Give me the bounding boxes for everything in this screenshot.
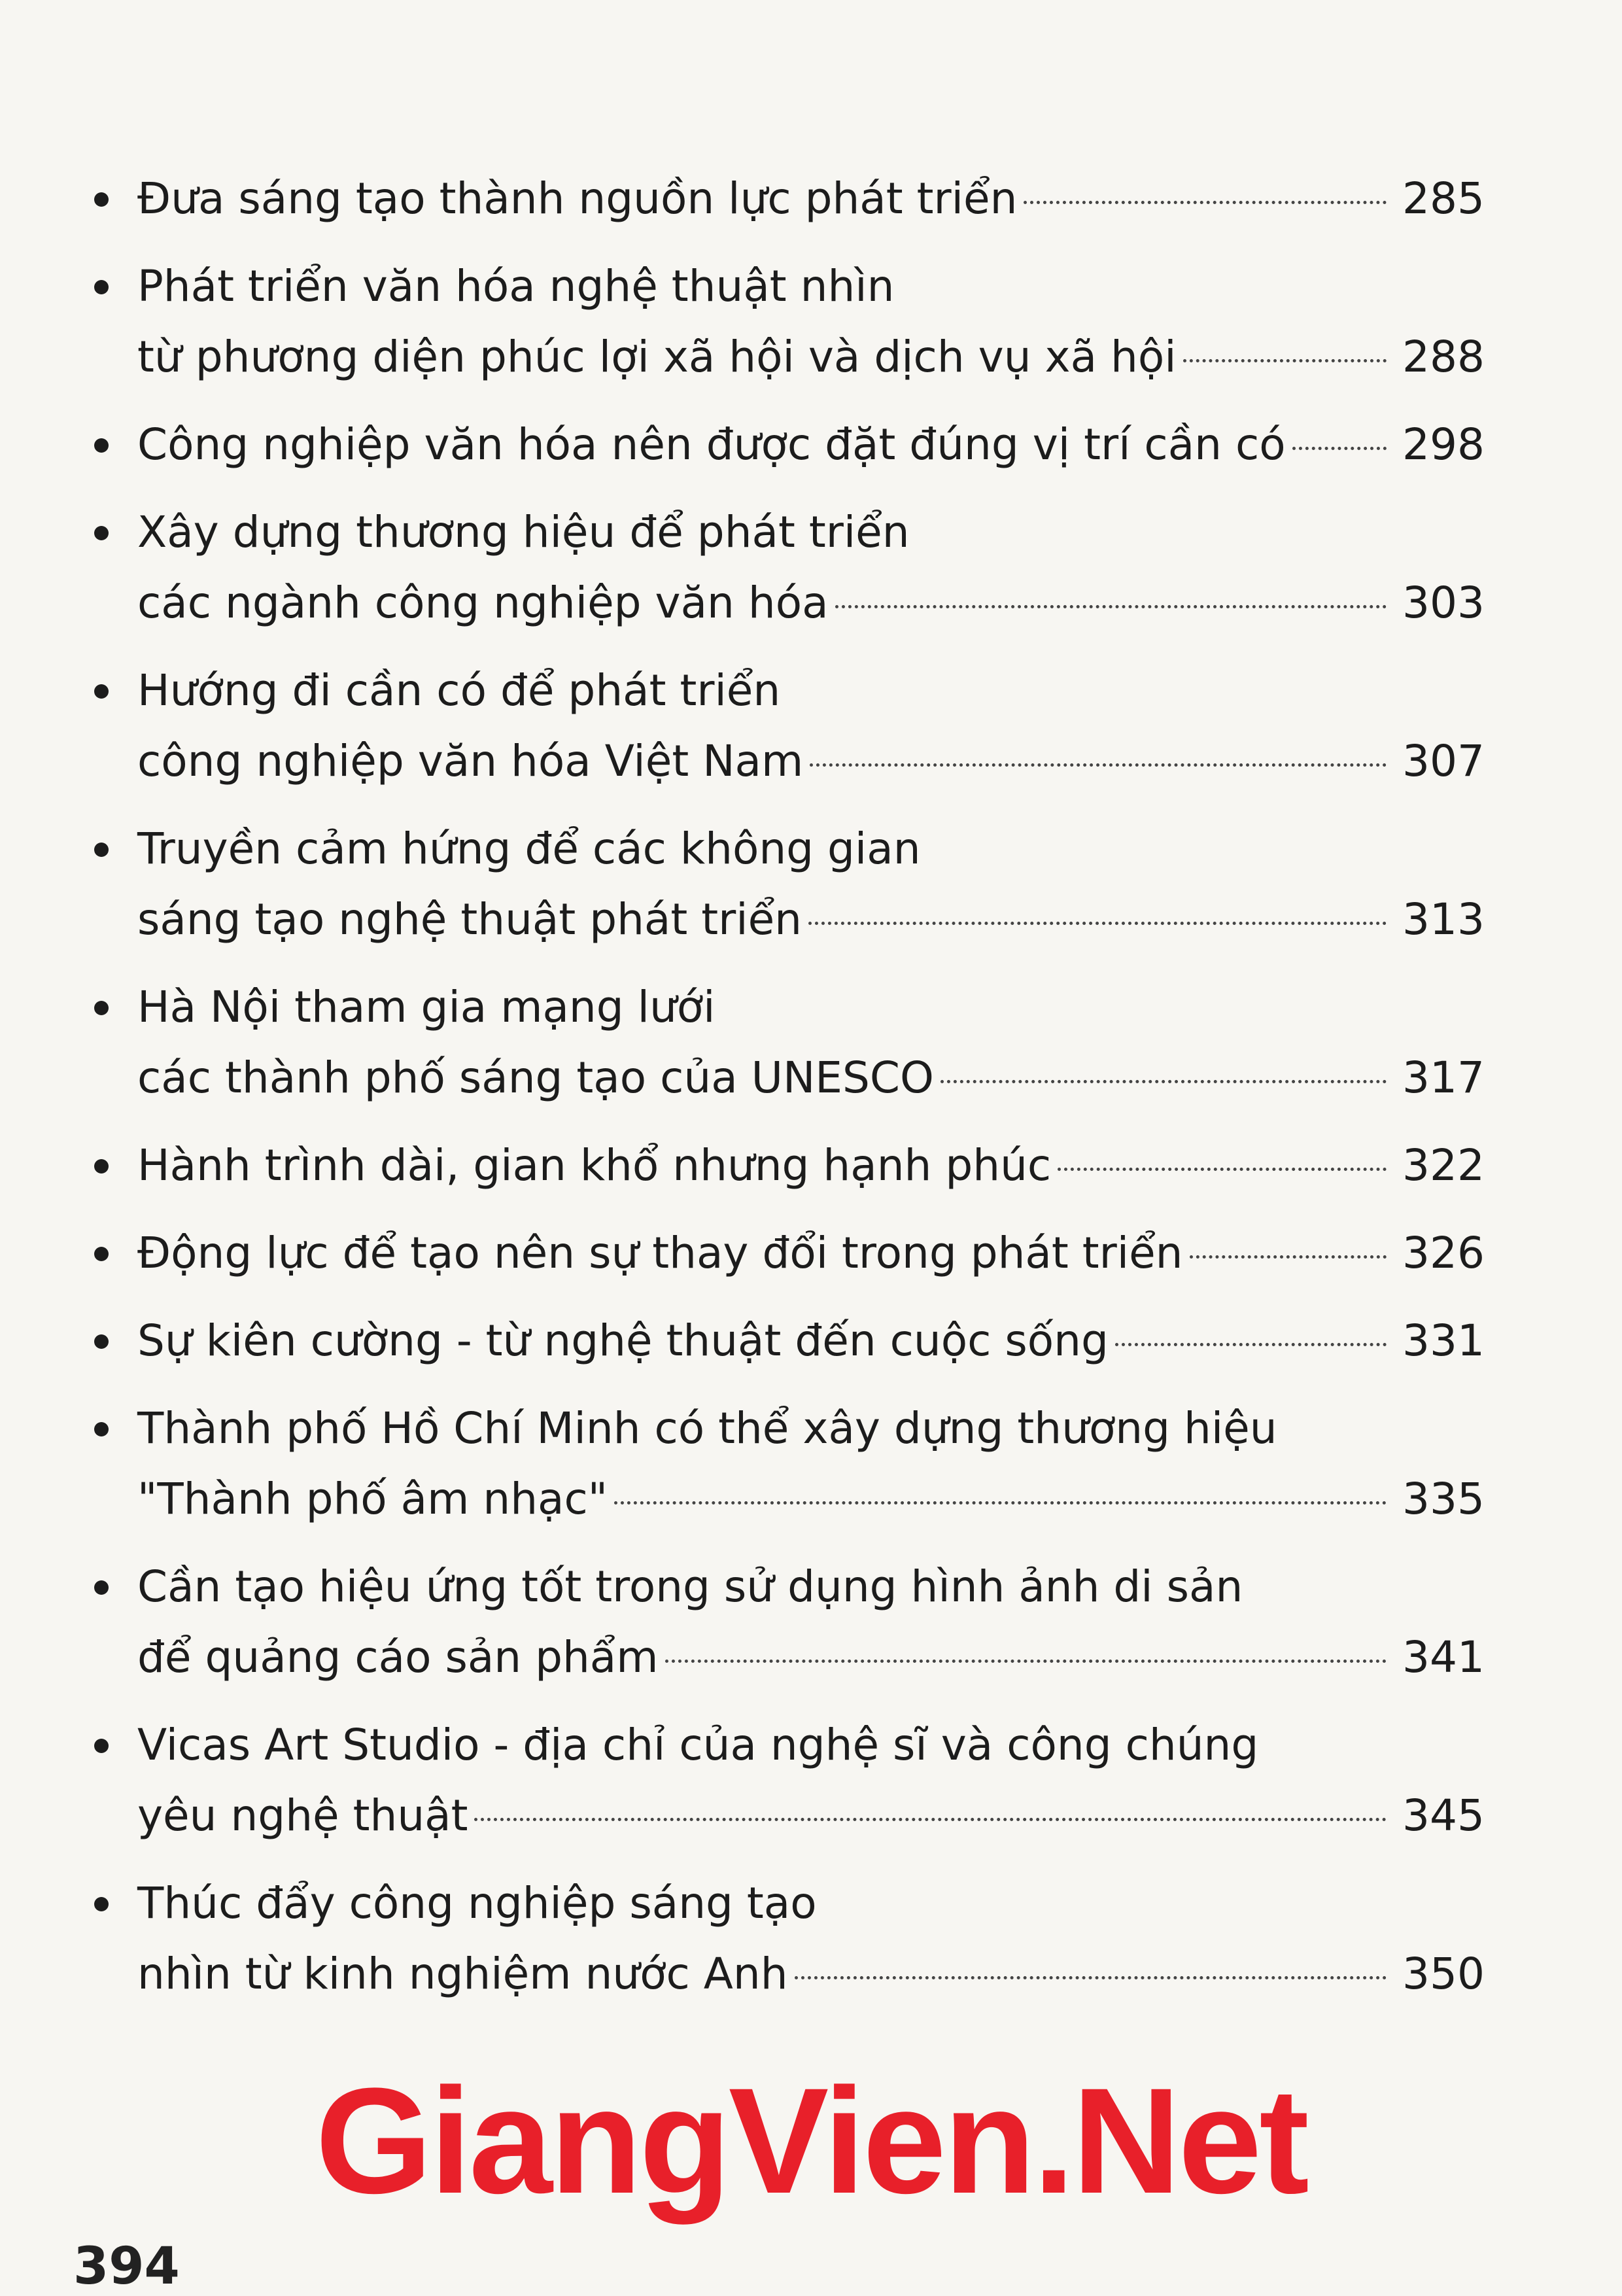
bullet-icon: [94, 1247, 109, 1261]
bullet-icon: [94, 526, 109, 540]
toc-entry-final-line: [137, 1043, 1485, 1113]
toc-entry-title: "Thành phố âm nhạc": [137, 1474, 608, 1524]
toc-entry-line: [137, 1552, 1485, 1622]
page-number: 394: [73, 2237, 180, 2296]
toc-entry: [85, 1868, 1485, 2009]
toc-entry-title: Hành trình dài, gian khổ nhưng hạnh phúc: [137, 1140, 1052, 1191]
toc-entry-line: [137, 251, 1485, 322]
toc-entry-page: 322: [1402, 1140, 1485, 1191]
toc-entry: [85, 655, 1485, 797]
dot-leader: [940, 1080, 1387, 1083]
dot-leader: [808, 922, 1387, 925]
toc-entry-title: Hà Nội tham gia mạng lưới: [137, 982, 716, 1032]
watermark: GiangVien.Net: [315, 2057, 1307, 2225]
bullet-icon: [94, 438, 109, 453]
toc-entry-final-line: [137, 1306, 1485, 1376]
toc-entry-page: 313: [1402, 894, 1485, 945]
toc-entry-page: 335: [1402, 1474, 1485, 1524]
toc-entry: [85, 1218, 1485, 1289]
dot-leader: [1115, 1343, 1387, 1346]
toc-entry-line: [137, 1393, 1485, 1464]
bullet-icon: [94, 843, 109, 857]
toc-entry-title: Sự kiên cường - từ nghệ thuật đến cuộc sống: [137, 1315, 1109, 1366]
toc-entry-final-line: [137, 1622, 1485, 1693]
toc-entry: [85, 814, 1485, 955]
toc-entry-title: Phát triển văn hóa nghệ thuật nhìn: [137, 261, 895, 311]
toc-entry-line: [137, 1868, 1485, 1939]
toc-entry-title: các ngành công nghiệp văn hóa: [137, 578, 829, 628]
dot-leader: [474, 1818, 1387, 1821]
toc-entry-page: 288: [1402, 332, 1485, 382]
toc-entry-page: 285: [1402, 173, 1485, 224]
toc-entry-title: các thành phố sáng tạo của UNESCO: [137, 1052, 934, 1103]
toc-entry: [85, 1552, 1485, 1693]
toc-entry-title: Động lực để tạo nên sự thay đổi trong phát triển: [137, 1228, 1183, 1278]
toc-entry-title: Cần tạo hiệu ứng tốt trong sử dụng hình ảnh di sản: [137, 1561, 1243, 1612]
toc-entry-final-line: [137, 164, 1485, 234]
toc-entry-title: Đưa sáng tạo thành nguồn lực phát triển: [137, 173, 1018, 224]
bullet-icon: [94, 1580, 109, 1595]
bullet-icon: [94, 280, 109, 294]
dot-leader: [835, 605, 1387, 608]
toc-entry-title: Vicas Art Studio - địa chỉ của nghệ sĩ và công chúng: [137, 1720, 1259, 1770]
toc-entry-page: 317: [1402, 1052, 1485, 1103]
toc-entry: [85, 164, 1485, 234]
toc-entry: [85, 1393, 1485, 1535]
toc-entry-final-line: [137, 1939, 1485, 2009]
toc-entry-page: 341: [1402, 1632, 1485, 1682]
toc-entry-line: [137, 814, 1485, 884]
toc-entry-title: Công nghiệp văn hóa nên được đặt đúng vị trí cần có: [137, 419, 1286, 470]
dot-leader: [1183, 359, 1387, 362]
toc-entry-page: 326: [1402, 1228, 1485, 1278]
toc-entry-title: công nghiệp văn hóa Việt Nam: [137, 736, 804, 786]
dot-leader: [614, 1501, 1387, 1505]
toc-entry: [85, 972, 1485, 1113]
dot-leader: [665, 1660, 1387, 1663]
toc-entry-title: nhìn từ kinh nghiệm nước Anh: [137, 1949, 788, 1999]
toc-entry-final-line: [137, 409, 1485, 480]
toc-entry: [85, 409, 1485, 480]
toc-entry-final-line: [137, 1464, 1485, 1535]
toc-entry-final-line: [137, 1781, 1485, 1851]
bullet-icon: [94, 1739, 109, 1753]
toc-entry-final-line: [137, 322, 1485, 392]
toc-entry-line: [137, 497, 1485, 568]
dot-leader: [1190, 1255, 1387, 1259]
toc-entry-title: để quảng cáo sản phẩm: [137, 1632, 659, 1682]
toc-entry-title: từ phương diện phúc lợi xã hội và dịch vụ xã hội: [137, 332, 1177, 382]
toc-entry: [85, 497, 1485, 638]
dot-leader: [810, 763, 1387, 767]
dot-leader: [1024, 201, 1387, 204]
toc-entry-title: Xây dựng thương hiệu để phát triển: [137, 507, 910, 557]
toc-entry-final-line: [137, 1218, 1485, 1289]
dot-leader: [1058, 1168, 1387, 1171]
bullet-icon: [94, 192, 109, 207]
toc-entry-final-line: [137, 726, 1485, 797]
toc-entry-title: yêu nghệ thuật: [137, 1790, 468, 1841]
toc-entry-line: [137, 655, 1485, 726]
toc-entry-title: Truyền cảm hứng để các không gian: [137, 824, 921, 874]
bullet-icon: [94, 1001, 109, 1015]
table-of-contents: [85, 164, 1485, 2026]
toc-entry-final-line: [137, 1130, 1485, 1201]
toc-entry-page: 298: [1402, 419, 1485, 470]
toc-entry-page: 307: [1402, 736, 1485, 786]
toc-entry-line: [137, 972, 1485, 1043]
toc-entry: [85, 1130, 1485, 1201]
toc-entry-title: Thành phố Hồ Chí Minh có thể xây dựng thương hiệu: [137, 1403, 1277, 1453]
toc-entry: [85, 1306, 1485, 1376]
bullet-icon: [94, 1159, 109, 1174]
bullet-icon: [94, 1897, 109, 1911]
toc-entry-final-line: [137, 568, 1485, 638]
toc-entry-title: Thúc đẩy công nghiệp sáng tạo: [137, 1878, 817, 1928]
dot-leader: [1292, 447, 1387, 450]
bullet-icon: [94, 1334, 109, 1349]
toc-entry-title: sáng tạo nghệ thuật phát triển: [137, 894, 802, 945]
dot-leader: [795, 1976, 1387, 1979]
bullet-icon: [94, 684, 109, 699]
toc-entry-line: [137, 1710, 1485, 1781]
toc-entry-page: 331: [1402, 1315, 1485, 1366]
toc-entry-title: Hướng đi cần có để phát triển: [137, 665, 781, 716]
toc-entry-page: 345: [1402, 1790, 1485, 1841]
toc-entry: [85, 251, 1485, 392]
toc-entry-page: 350: [1402, 1949, 1485, 1999]
bullet-icon: [94, 1422, 109, 1436]
toc-entry-final-line: [137, 884, 1485, 955]
toc-entry: [85, 1710, 1485, 1851]
toc-entry-page: 303: [1402, 578, 1485, 628]
